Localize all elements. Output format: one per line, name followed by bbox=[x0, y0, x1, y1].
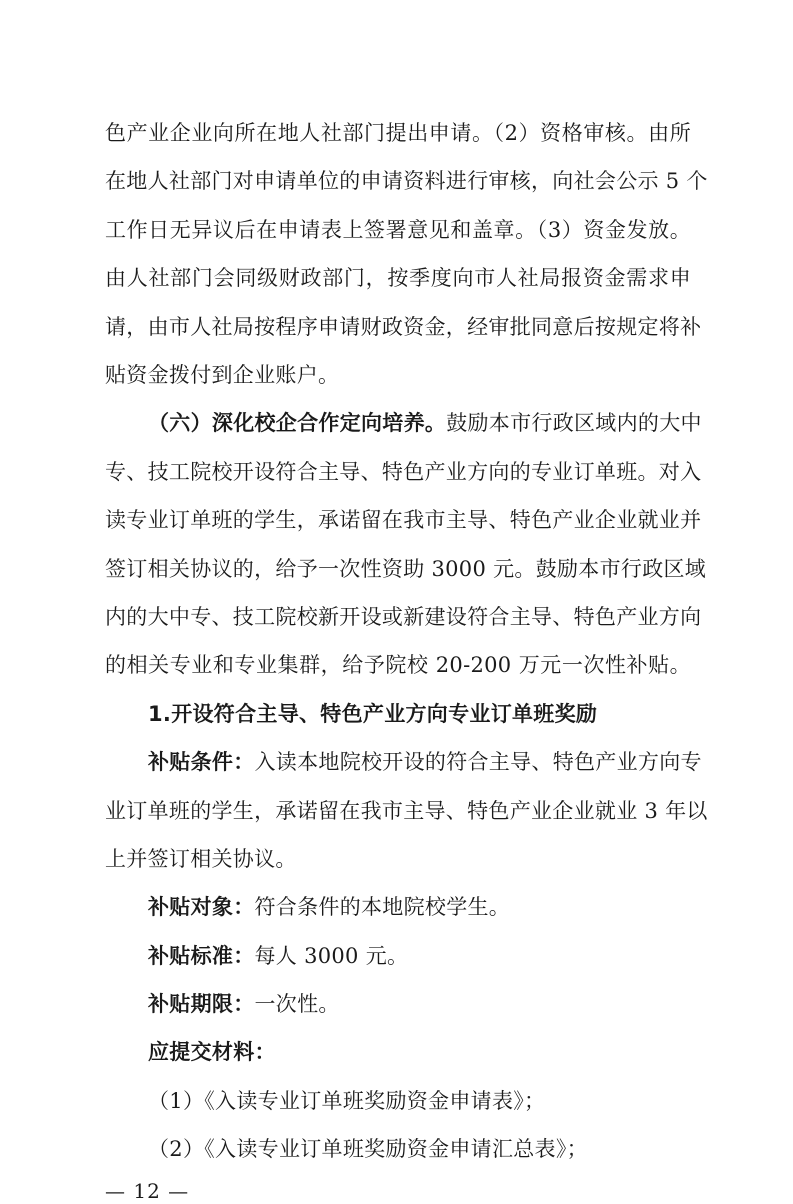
paragraph-line: 由人社部门会同级财政部门，按季度向市人社局报资金需求申 bbox=[105, 266, 691, 290]
item-1-title: 1.开设符合主导、特色产业方向专业订单班奖励 bbox=[148, 702, 598, 726]
conditions-label: 补贴条件： bbox=[148, 750, 255, 774]
paragraph-line: 请，由市人社局按程序申请财政资金，经审批同意后按规定将补 bbox=[105, 315, 702, 339]
paragraph-line: 专、技工院校开设符合主导、特色产业方向的专业订单班。对入 bbox=[105, 460, 702, 484]
target-value: 符合条件的本地院校学生。 bbox=[254, 895, 511, 919]
conditions-text: 入读本地院校开设的符合主导、特色产业方向专 bbox=[254, 750, 702, 774]
materials-item: （1）《入读专业订单班奖励资金申请表》； bbox=[148, 1089, 546, 1113]
standard-label: 补贴标准： bbox=[148, 944, 255, 968]
period-line bbox=[148, 990, 691, 1018]
section-6-heading: （六）深化校企合作定向培养。 bbox=[148, 411, 447, 435]
paragraph-line: 签订相关协议的，给予一次性资助 3000 元。鼓励本市行政区域 bbox=[105, 557, 707, 581]
materials-label: 应提交材料： bbox=[148, 1040, 276, 1064]
period-value: 一次性。 bbox=[254, 992, 340, 1016]
paragraph-line: 业订单班的学生，承诺留在我市主导、特色产业企业就业 3 年以 bbox=[105, 799, 708, 823]
paragraph-line: 读专业订单班的学生，承诺留在我市主导、特色产业企业就业并 bbox=[105, 508, 702, 532]
page-number: — 12 — bbox=[105, 1179, 190, 1203]
target-label: 补贴对象： bbox=[148, 895, 255, 919]
period-label: 补贴期限： bbox=[148, 992, 255, 1016]
paragraph-line: 色产业企业向所在地人社部门提出申请。（2）资格审核。由所 bbox=[105, 121, 691, 145]
standard-line bbox=[148, 942, 691, 970]
paragraph-line: 的相关专业和专业集群，给予院校 20-200 万元一次性补贴。 bbox=[105, 653, 691, 677]
paragraph-line: 内的大中专、技工院校新开设或新建设符合主导、特色产业方向 bbox=[105, 605, 702, 629]
conditions-first-line bbox=[148, 748, 702, 776]
section-6-first-line bbox=[148, 409, 702, 437]
section-6-text: 鼓励本市行政区域内的大中 bbox=[446, 411, 702, 435]
paragraph-line: 在地人社部门对申请单位的申请资料进行审核，向社会公示 5 个 bbox=[105, 169, 708, 193]
paragraph-line: 贴资金拨付到企业账户。 bbox=[105, 363, 340, 387]
standard-value: 每人 3000 元。 bbox=[254, 944, 409, 968]
materials-item: （2）《入读专业订单班奖励资金申请汇总表》； bbox=[148, 1137, 588, 1161]
paragraph-line: 工作日无异议后在申请表上签署意见和盖章。（3）资金发放。 bbox=[105, 218, 691, 242]
target-line bbox=[148, 893, 691, 921]
paragraph-line: 上并签订相关协议。 bbox=[105, 847, 297, 871]
